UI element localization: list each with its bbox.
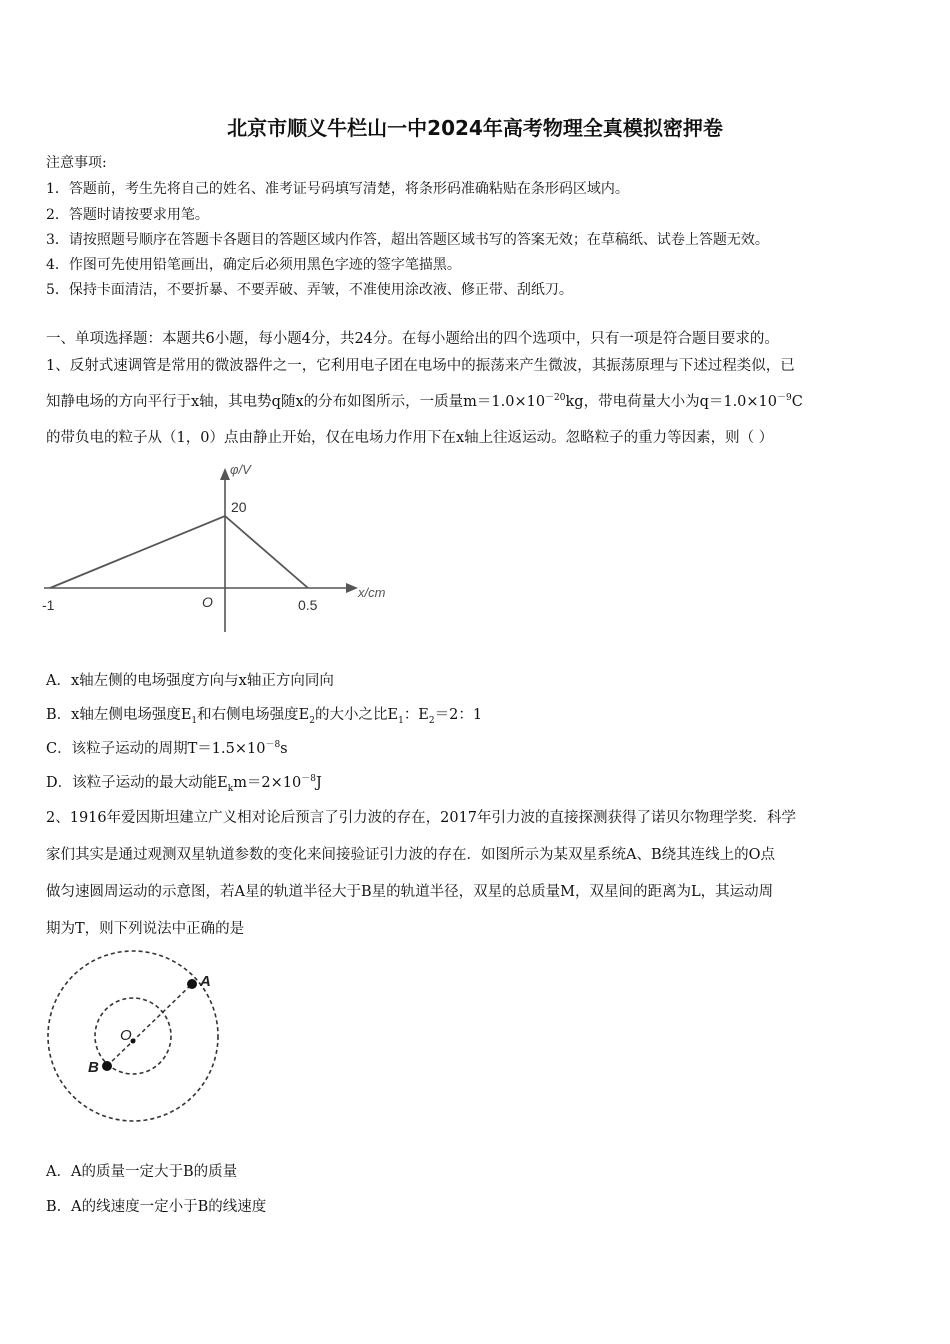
page-title: 北京市顺义牛栏山一中2024年高考物理全真模拟密押卷 — [227, 116, 723, 140]
connecting-line — [107, 984, 192, 1066]
left-tick-label: -1 — [42, 597, 55, 613]
q1-line-1: 1、反射式速调管是常用的微波器件之一，它利用电子团在电场中的振荡来产生微波，其振荡原理与下述过程类似，已 — [46, 358, 795, 374]
q2-line-3: 做匀速圆周运动的示意图，若A星的轨道半径大于B星的轨道半径，双星的总质量M，双星间的距离为L，其运动周 — [46, 884, 774, 900]
peak-label: 20 — [231, 499, 247, 515]
q1-line-2-text-a: 知静电场的方向平行于x轴，其电势q随x的分布如图所示，一质量m＝1.0×10 — [46, 394, 546, 410]
x-axis-label: x/cm — [358, 585, 386, 600]
q2-option-a: A．A的质量一定大于B的质量 — [46, 1164, 238, 1180]
q1-option-b-sub-2: 2 — [309, 715, 315, 726]
q1-line-3: 的带负电的粒子从（1，0）点由静止开始，仅在电场力作用下在x轴上往返运动。忽略粒子的重力等因素，则（ ） — [46, 430, 774, 446]
q1-line-2-text-c: C — [791, 394, 803, 410]
q1-option-d — [46, 771, 322, 794]
q1-option-d-text-3: J — [316, 775, 322, 791]
q1-option-b-sub-4: 2 — [428, 715, 435, 726]
q1-option-d-exponent: －8 — [301, 774, 316, 785]
notice-item-1: 1．答题前，考生先将自己的姓名、准考证号码填写清楚，将条形码准确粘贴在条形码区域内。 — [46, 181, 629, 197]
q1-option-c-exponent: －8 — [265, 740, 281, 751]
q1-line-2 — [46, 390, 803, 411]
q1-option-b-text-1: B．x轴左侧电场强度E — [46, 707, 192, 723]
binary-star-figure — [40, 950, 230, 1140]
q1-option-c — [46, 737, 288, 758]
orbit-a — [48, 951, 218, 1121]
q1-mass-exponent: －20 — [545, 393, 566, 404]
section-heading: 一、单项选择题：本题共6小题，每小题4分，共24分。在每小题给出的四个选项中，只有一项是符合题目要求的。 — [46, 331, 779, 347]
q1-option-a: A．x轴左侧的电场强度方向与x轴正方向同向 — [46, 673, 334, 689]
q1-option-b-sub-3: 1 — [398, 715, 404, 726]
notice-heading: 注意事项: — [46, 155, 107, 171]
q1-option-b-text-2: 和右侧电场强度E — [197, 707, 310, 723]
q2-line-1: 2、1916年爱因斯坦建立广义相对论后预言了引力波的存在，2017年引力波的直接探测获得了诺贝尔物理学奖．科学 — [46, 810, 797, 826]
y-axis-label: φ/V — [230, 462, 251, 477]
q1-option-b-text-3: 的大小之比E — [314, 707, 399, 723]
q1-option-b-text-5: ＝2：1 — [434, 707, 483, 723]
origin-label: O — [202, 594, 213, 610]
label-b: B — [88, 1059, 99, 1076]
q1-option-d-sub: k — [227, 783, 234, 794]
label-a: A — [200, 973, 211, 990]
star-b — [102, 1061, 112, 1071]
q1-option-d-text-1: D．该粒子运动的最大动能E — [46, 775, 228, 791]
q1-option-b — [46, 703, 482, 726]
notice-item-3: 3．请按照题号顺序在答题卡各题目的答题区域内作答，超出答题区域书写的答案无效；在草稿纸、试卷上答题无效。 — [46, 232, 769, 248]
label-o: O — [120, 1027, 132, 1044]
q2-option-b: B．A的线速度一定小于B的线速度 — [46, 1199, 267, 1215]
q1-option-c-text-1: C．该粒子运动的周期T＝1.5×10 — [46, 741, 266, 757]
y-axis-arrow-icon — [220, 468, 230, 480]
notice-item-5: 5．保持卡面清洁，不要折暴、不要弄破、弄皱，不准使用涂改液、修正带、刮纸刀。 — [46, 282, 573, 298]
q1-line-2-text-b: kg，带电荷量大小为q＝1.0×10 — [565, 394, 778, 410]
x-axis-arrow-icon — [346, 583, 358, 593]
q1-option-c-text-2: s — [280, 741, 288, 757]
potential-graph — [36, 460, 416, 640]
star-a — [187, 979, 197, 989]
q1-charge-exponent: －9 — [777, 393, 792, 404]
q2-line-4: 期为T，则下列说法中正确的是 — [46, 921, 245, 937]
q1-option-d-text-2: m＝2×10 — [233, 775, 302, 791]
q2-line-2: 家们其实是通过观测双星轨道参数的变化来间接验证引力波的存在．如图所示为某双星系统A、B绕其连线上的O点 — [46, 847, 776, 863]
q1-option-b-text-4: ：E — [403, 707, 429, 723]
notice-item-4: 4．作图可先使用铅笔画出，确定后必须用黑色字迹的签字笔描黑。 — [46, 257, 461, 273]
right-tick-label: 0.5 — [298, 597, 318, 613]
q1-option-b-sub-1: 1 — [191, 715, 198, 726]
potential-curve — [50, 516, 308, 588]
notice-item-2: 2．答题时请按要求用笔。 — [46, 207, 209, 223]
